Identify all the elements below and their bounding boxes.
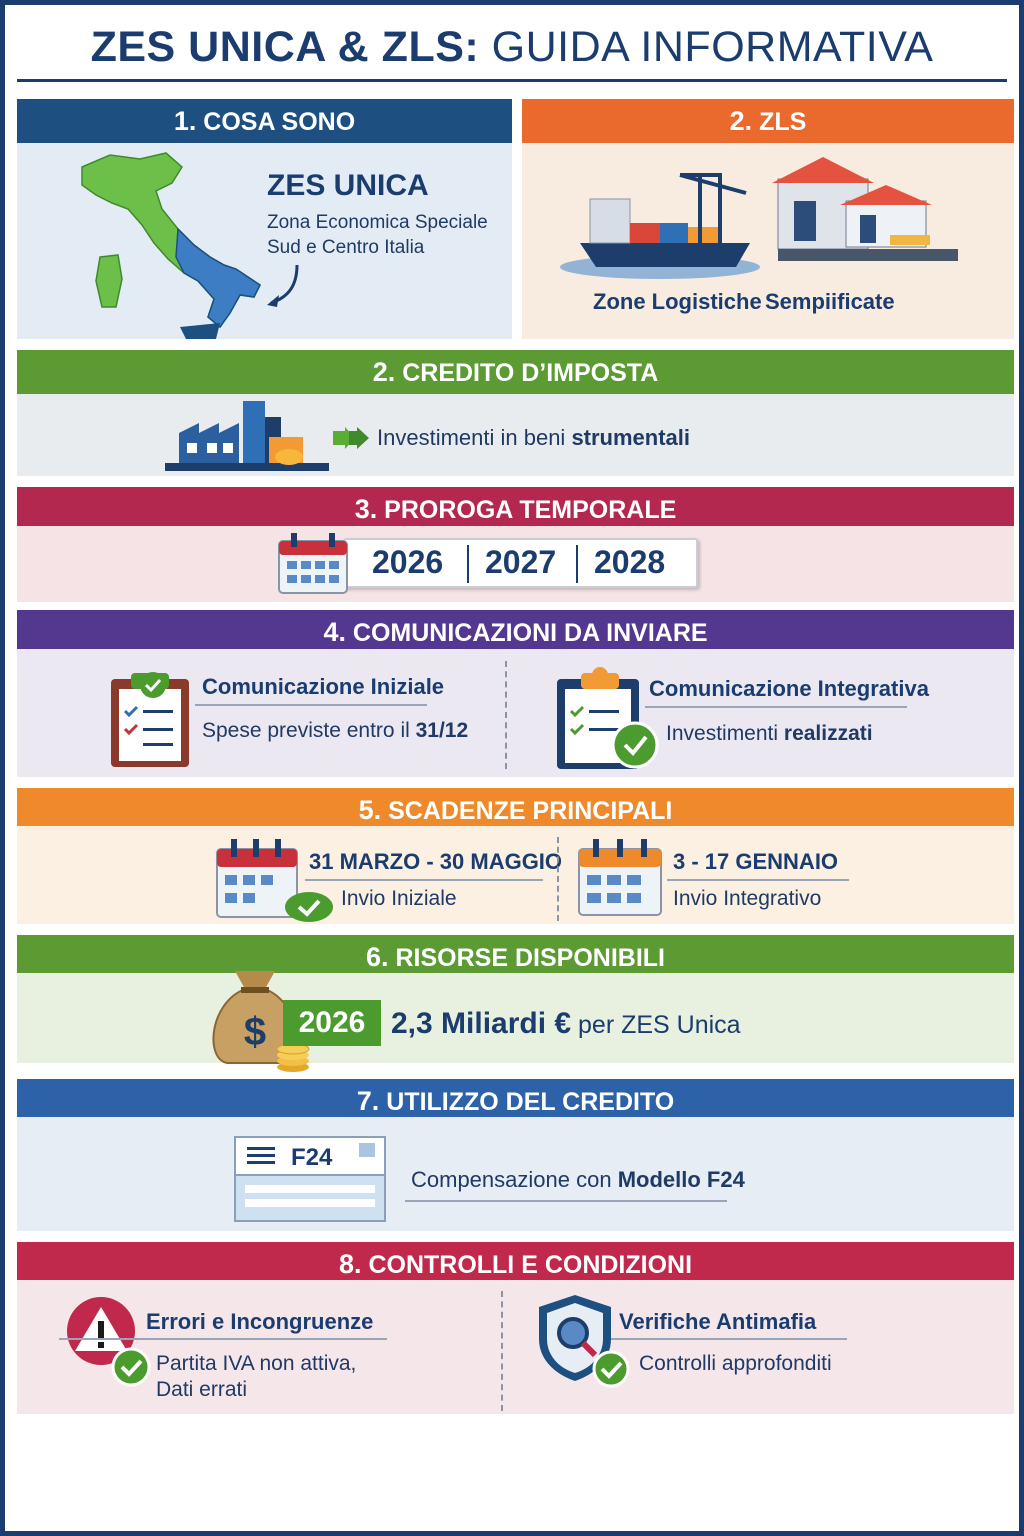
underline <box>59 1338 387 1340</box>
double-arrow-icon <box>333 427 369 449</box>
year-2028: 2028 <box>594 544 666 580</box>
resources-amount: 2,3 Miliardi € per ZES Unica <box>391 1007 741 1040</box>
column-divider <box>557 837 559 921</box>
antimafia-title: Verifiche Antimafia <box>619 1309 817 1334</box>
port-logistics-icon <box>560 155 960 285</box>
factory-icon <box>165 397 335 475</box>
year-2026: 2026 <box>372 544 444 580</box>
errori-line-2: Dati errati <box>156 1378 248 1401</box>
shield-search-icon <box>535 1291 635 1391</box>
underline <box>667 879 849 881</box>
section-header-risorse: 6. RISORSE DISPONIBILI <box>17 935 1014 980</box>
zes-desc-line2: Sud e Centro Italia <box>267 237 425 258</box>
comunicazione-integrativa-title: Comunicazione Integrativa <box>649 676 929 701</box>
scadenza-1-dates: 31 MARZO - 30 MAGGIO <box>309 849 563 874</box>
underline <box>305 879 543 881</box>
italy-map-icon <box>70 147 270 347</box>
clipboard-check-icon <box>109 667 193 769</box>
section-header-cosa-sono: 1. COSA SONO <box>17 99 512 144</box>
warning-icon <box>61 1295 155 1389</box>
dollar-symbol: $ <box>243 1010 267 1054</box>
year-separator <box>576 545 578 583</box>
f24-form-icon <box>231 1131 407 1225</box>
section-header-utilizzo: 7. UTILIZZO DEL CREDITO <box>17 1079 1014 1124</box>
underline <box>195 704 427 706</box>
comunicazione-iniziale-text: Spese previste entro il 31/12 <box>202 719 469 742</box>
underline <box>611 1338 847 1340</box>
title-divider <box>17 79 1007 82</box>
scadenza-2-text: Invio Integrativo <box>673 887 822 910</box>
scadenza-1-text: Invio Iniziale <box>341 887 457 910</box>
section-header-scadenze: 5. SCADENZE PRINCIPALI <box>17 788 1014 833</box>
year-2027: 2027 <box>485 544 557 580</box>
errori-line-1: Partita IVA non attiva, <box>156 1352 357 1375</box>
section-header-credito: 2. CREDITO D’IMPOSTA <box>17 350 1014 395</box>
utilizzo-text: Compensazione con Modello F24 <box>411 1167 745 1192</box>
page-title: ZES UNICA & ZLS: GUIDA INFORMATIVA <box>90 23 934 71</box>
year-separator <box>467 545 469 583</box>
zls-label-2: Sempiificate <box>765 289 895 314</box>
resources-year-badge: 2026 <box>283 1000 381 1046</box>
scadenza-2-dates: 3 - 17 GENNAIO <box>673 849 839 874</box>
curved-arrow-icon <box>263 261 303 311</box>
zls-label-1: Zone Logistiche <box>593 289 762 314</box>
section-header-zls: 2. ZLS <box>522 99 1014 144</box>
section-header-proroga: 3. PROROGA TEMPORALE <box>17 487 1014 532</box>
column-divider <box>505 661 507 769</box>
section-header-controlli: 8. CONTROLLI E CONDIZIONI <box>17 1242 1014 1287</box>
scadenze-panel <box>17 826 1014 924</box>
credito-text: Investimenti in beni strumentali <box>377 425 691 450</box>
errori-title: Errori e Incongruenze <box>146 1309 374 1334</box>
column-divider <box>501 1291 503 1411</box>
f24-form-label: F24 <box>291 1144 333 1171</box>
underline <box>645 706 907 708</box>
section-header-comunicazioni: 4. COMUNICAZIONI DA INVIARE <box>17 610 1014 655</box>
calendar-icon <box>577 837 665 919</box>
comunicazione-iniziale-title: Comunicazione Iniziale <box>202 674 445 699</box>
clipboard-integrative-icon <box>555 665 661 771</box>
zes-name: ZES UNICA <box>267 169 429 202</box>
zes-desc-line1: Zona Economica Speciale <box>267 212 488 233</box>
antimafia-text: Controlli approfonditi <box>639 1352 832 1375</box>
underline <box>405 1200 727 1202</box>
comunicazione-integrativa-text: Investimenti realizzati <box>666 722 873 745</box>
calendar-icon <box>277 533 349 595</box>
